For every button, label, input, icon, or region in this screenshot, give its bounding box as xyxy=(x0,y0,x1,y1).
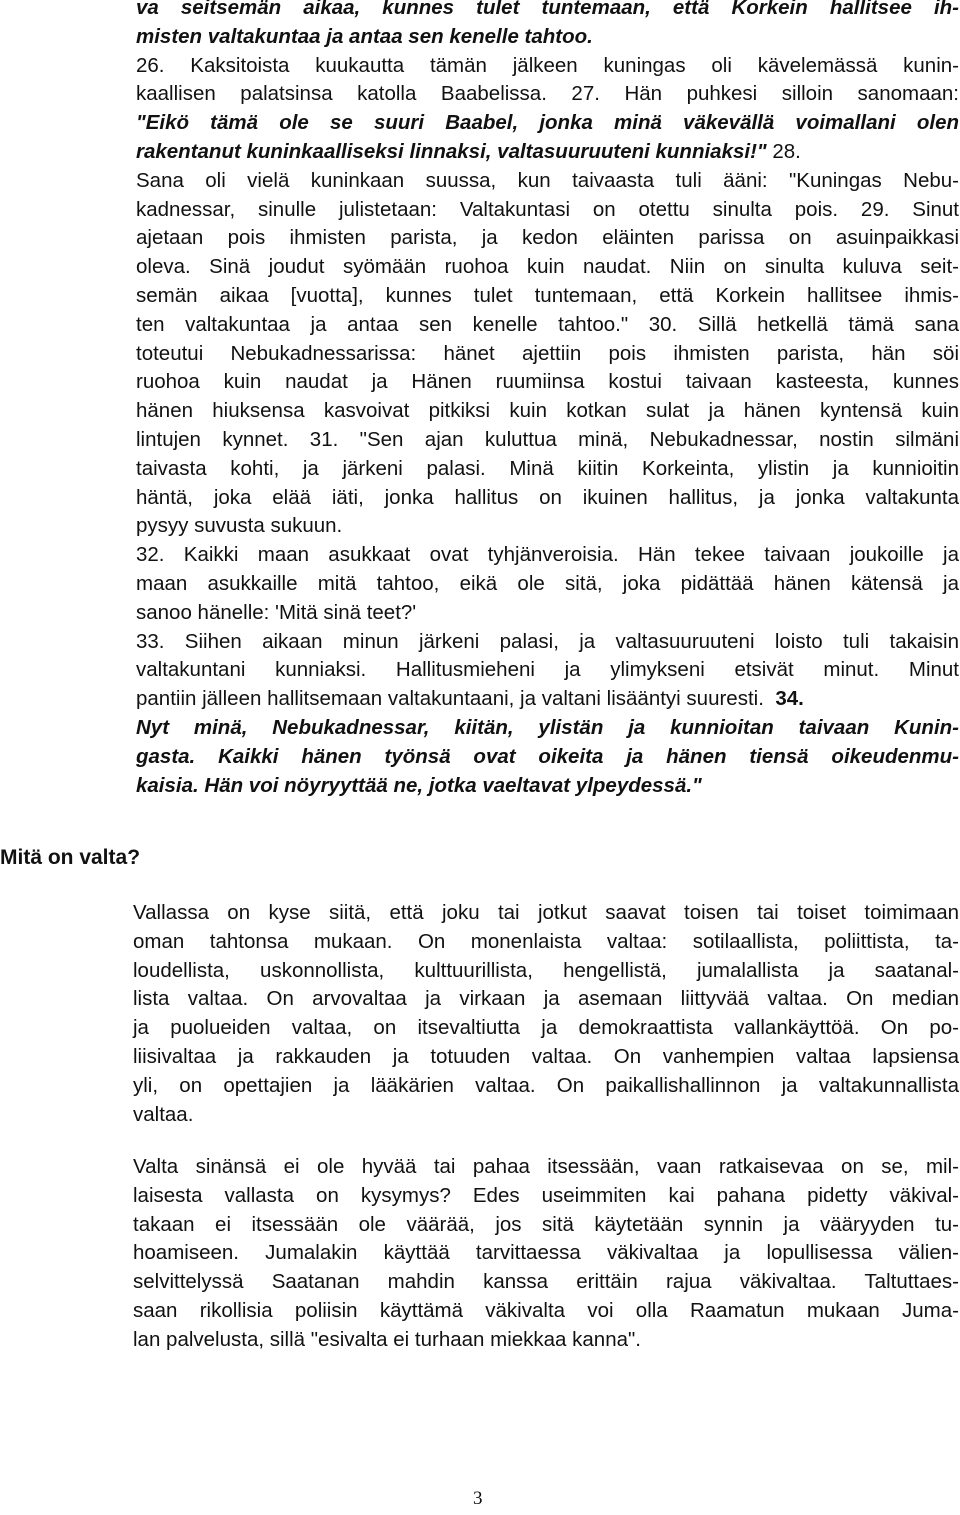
passage-line xyxy=(136,685,959,714)
passage-fragment: pantiin jälleen hallitsemaan valtakuntaani, ja valtani lisääntyi suuresti. xyxy=(136,687,764,711)
passage-line: ruohoa kuin naudat ja Hänen ruumiinsa kostui taivaan kasteesta, kunnes xyxy=(136,370,959,394)
passage-line: pysyy suvusta sukuun. xyxy=(136,514,343,538)
passage-line: gasta. Kaikki hänen työnsä ovat oikeita ja hänen tiensä oikeudenmu- xyxy=(136,744,959,768)
page-number: 3 xyxy=(473,1488,483,1509)
passage-line: 26. Kaksitoista kuukautta tämän jälkeen kuningas oli kävelemässä kunin- xyxy=(136,53,959,77)
passage-line: misten valtakuntaa ja antaa sen kenelle tahtoo. xyxy=(136,24,593,48)
passage-line: toteutui Nebukadnessarissa: hänet ajettiin pois ihmisten parista, hän söi xyxy=(136,341,959,365)
paragraph-power-types xyxy=(133,899,959,1129)
paragraph-line: Vallassa on kyse siitä, että joku tai jotkut saavat toisen tai toiset toimimaan xyxy=(133,901,959,924)
paragraph-line: lan palvelusta, sillä "esivalta ei turhaan miekkaa kanna". xyxy=(133,1327,641,1351)
passage-line: kaisia. Hän voi nöyryyttää ne, jotka vaeltavat ylpeydessä." xyxy=(136,773,702,797)
passage-line: semän aikaa [vuotta], kunnes tulet tuntemaan, että Korkein hallitsee ihmis- xyxy=(136,283,959,307)
passage-line: valtakuntani kunniaksi. Hallitusmieheni ja ylimykseni etsivät minut. Minut xyxy=(136,658,959,682)
verse-number: 34. xyxy=(775,687,804,711)
paragraph-line: loudellista, uskonnollista, kulttuurillista, hengellistä, jumalallista ja saatanal- xyxy=(133,958,959,982)
passage-line: 32. Kaikki maan asukkaat ovat tyhjänveroisia. Hän tekee taivaan joukoille ja xyxy=(136,543,959,567)
passage-line: kadnessar, sinulle julistetaan: Valtakuntasi on otettu sinulta pois. 29. Sinut xyxy=(136,197,959,221)
passage-line: lintujen kynnet. 31. "Sen ajan kuluttua minä, Nebukadnessar, nostin silmäni xyxy=(136,427,959,451)
paragraph-power-nature xyxy=(133,1153,959,1355)
passage-line: maan asukkaille mitä tahtoo, eikä ole sitä, joka pidättää hänen kätensä ja xyxy=(136,571,959,595)
passage-line: sanoo hänelle: 'Mitä sinä teet?' xyxy=(136,600,417,624)
passage-line: 33. Siihen aikaan minun järkeni palasi, ja valtasuuruuteni loisto tuli takaisin xyxy=(136,629,959,653)
section-heading: Mitä on valta? xyxy=(0,846,141,869)
verse-number: 28. xyxy=(766,139,801,163)
paragraph-line: laisesta vallasta on kysymys? Edes useimmiten kai pahana pidetty väkival- xyxy=(133,1183,959,1207)
passage-line: häntä, joka elää iäti, jonka hallitus on ikuinen hallitus, ja jonka valtakunta xyxy=(136,485,959,509)
paragraph-line: takaan ei itsessään ole väärää, jos sitä käytetään synnin ja vääryyden tu- xyxy=(133,1212,959,1236)
paragraph-line: ja puolueiden valtaa, on itsevaltiutta ja demokraattista vallankäyttöä. On po- xyxy=(133,1016,959,1040)
paragraph-line: saan rikollisia poliisin käyttämä väkivalta voi olla Raamatun mukaan Juma- xyxy=(133,1298,959,1322)
paragraph-line: Valta sinänsä ei ole hyvää tai pahaa itsessään, vaan ratkaisevaa on se, mil- xyxy=(133,1155,959,1178)
passage-line: Sana oli vielä kuninkaan suussa, kun taivaasta tuli ääni: "Kuningas Nebu- xyxy=(136,168,959,192)
passage-line: oleva. Sinä joudut syömään ruohoa kuin naudat. Niin on sinulta kuluva seit- xyxy=(136,255,959,279)
passage-line: ten valtakuntaa ja antaa sen kenelle tahtoo." 30. Sillä hetkellä tämä sana xyxy=(136,312,959,336)
scripture-passage xyxy=(136,0,959,800)
paragraph-line: valtaa. xyxy=(133,1102,194,1126)
passage-line: hänen hiuksensa kasvoivat pitkiksi kuin kotkan sulat ja hänen kyntensä kuin xyxy=(136,399,959,423)
passage-line: ajetaan pois ihmisten parista, ja kedon eläinten parissa on asuinpaikkasi xyxy=(136,226,959,250)
passage-fragment: rakentanut kuninkaalliseksi linnaksi, valtasuuruuteni kunniaksi!" xyxy=(136,139,767,163)
paragraph-line: hoamiseen. Jumalakin käyttää tarvittaessa väkivaltaa ja lopullisessa välien- xyxy=(133,1241,959,1265)
paragraph-line: selvittelyssä Saatanan mahdin kanssa erittäin rajua väkivaltaa. Taltuttaes- xyxy=(133,1270,959,1294)
paragraph-line: lista valtaa. On arvovaltaa ja virkaan ja asemaan liittyvää valtaa. On median xyxy=(133,987,959,1011)
passage-line: va seitsemän aikaa, kunnes tulet tuntemaan, että Korkein hallitsee ih- xyxy=(136,0,959,19)
passage-line: Nyt minä, Nebukadnessar, kiitän, ylistän ja kunnioitan taivaan Kunin- xyxy=(136,715,959,739)
paragraph-line: yli, on opettajien ja lääkärien valtaa. On paikallishallinnon ja valtakunnallista xyxy=(133,1073,959,1097)
passage-line xyxy=(136,138,959,167)
passage-line: kaallisen palatsinsa katolla Baabelissa. 27. Hän puhkesi silloin sanomaan: xyxy=(136,82,959,106)
passage-line: taivasta kohti, ja järkeni palasi. Minä kiitin Korkeinta, ylistin ja kunnioitin xyxy=(136,456,959,480)
paragraph-line: liisivaltaa ja rakkauden ja totuuden valtaa. On vanhempien valtaa lapsiensa xyxy=(133,1044,959,1068)
passage-line: "Eikö tämä ole se suuri Baabel, jonka minä väkevällä voimallani olen xyxy=(136,111,959,135)
paragraph-line: oman tahtonsa mukaan. On monenlaista valtaa: sotilaallista, poliittista, ta- xyxy=(133,929,959,953)
